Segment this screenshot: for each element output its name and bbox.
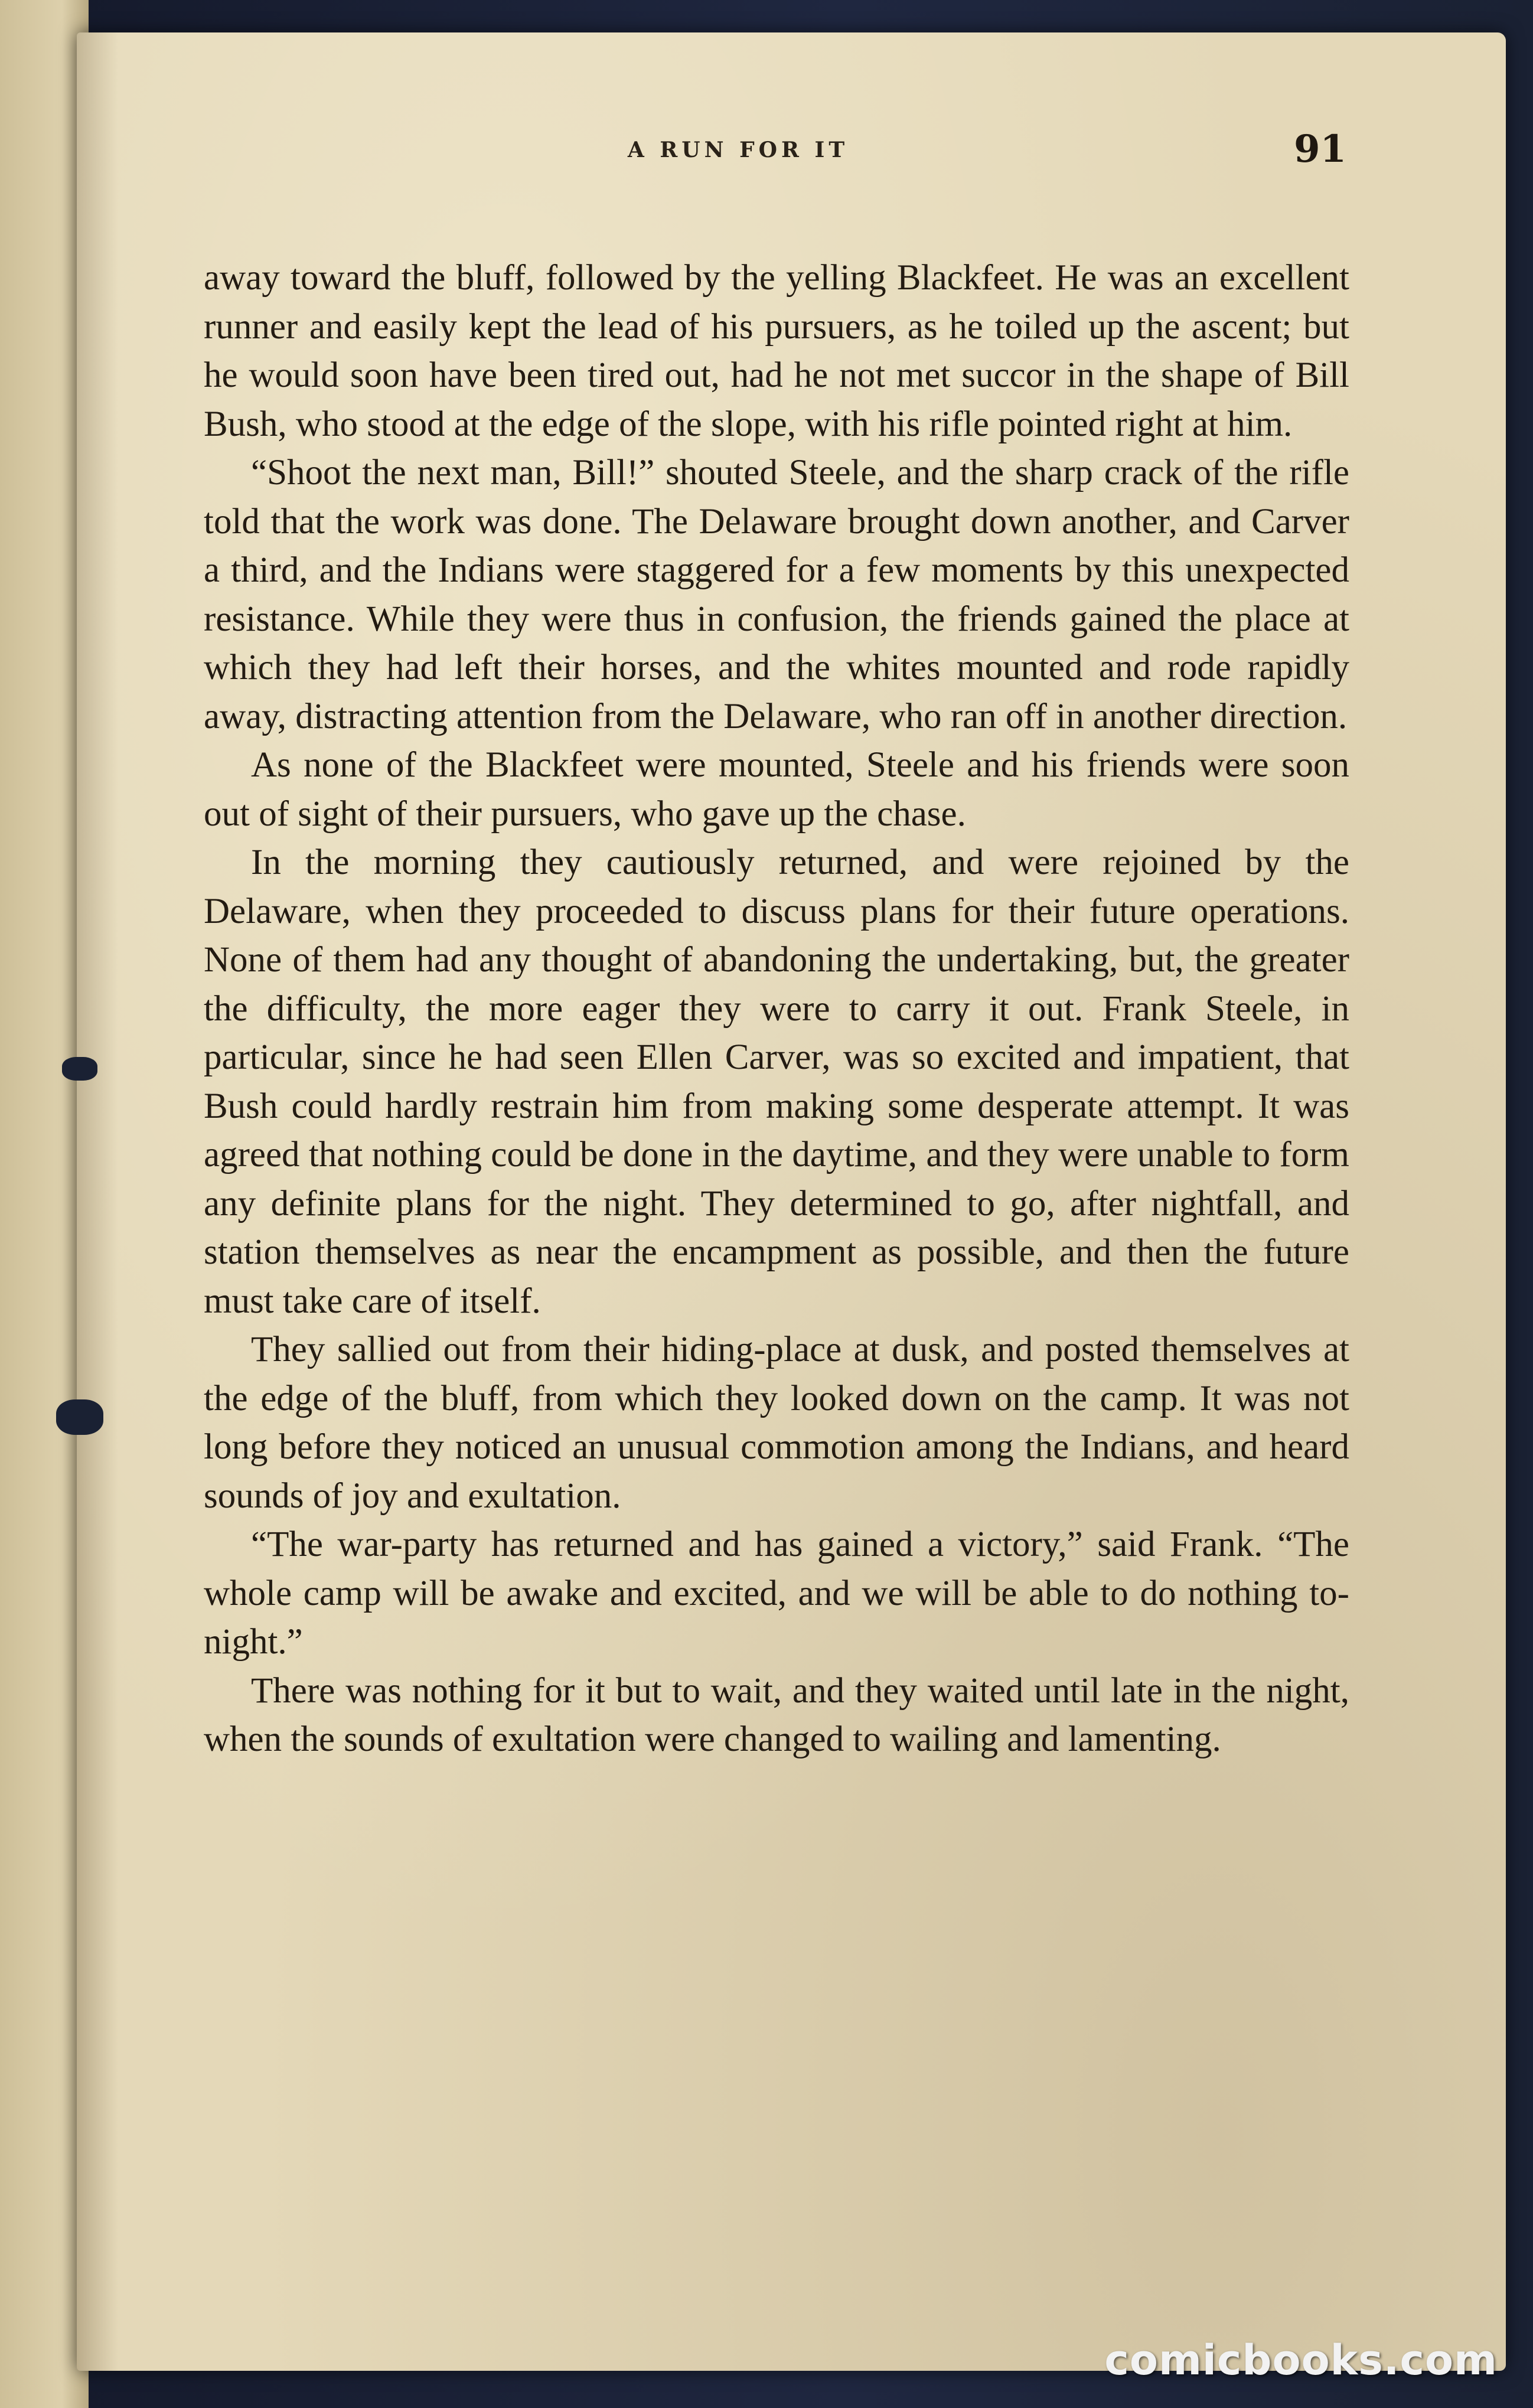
paragraph: In the morning they cautiously returned, and were rejoined by the Delaware, when they proceeded to discuss plans for their future operations. None of them had any thought of abandoning the undertaking, but, the greater the difficulty, the more eager they were to carry it out. Frank Steele, in particular, since he had seen Ellen Carver, was so excited and impatient, that Bush could hardly restrain him from making some desperate attempt. It was agreed that nothing could be done in the daytime, and they were unable to form any definite plans for the night. They determined to go, after nightfall, and station themselves as near the encampment as possible, and then the future must take care of itself. <box>204 843 1349 1321</box>
paragraph: As none of the Blackfeet were mounted, Steele and his friends were soon out of sight of their pursuers, who gave up the chase. <box>204 745 1349 834</box>
running-header <box>130 121 1346 186</box>
paragraph: away toward the bluff, followed by the yelling Blackfeet. He was an excellent runner and easily kept the lead of his pursuers, as he toiled up the ascent; but he would soon have been tired out, had he not met succor in the shape of Bill Bush, who stood at the edge of the slope, with his rifle pointed right at him. <box>204 258 1349 444</box>
running-head-title: A RUN FOR IT <box>627 138 849 162</box>
page-number: 91 <box>1293 127 1346 171</box>
paragraph: They sallied out from their hiding-place at dusk, and posted themselves at the edge of the bluff, from which they looked down on the camp. It was not long before they noticed an unusual commotion among the Indians, and heard sounds of joy and exultation. <box>204 1330 1349 1516</box>
body-text <box>204 254 1349 1764</box>
watermark: comicbooks.com <box>1104 2336 1498 2384</box>
page-tear <box>62 1057 97 1081</box>
previous-page-edge <box>0 0 89 2408</box>
paragraph: “The war-party has returned and has gained a victory,” said Frank. “The whole camp will be awake and excited, and we will be able to do nothing to-night.” <box>204 1525 1349 1662</box>
paragraph: “Shoot the next man, Bill!” shouted Steele, and the sharp crack of the rifle told that the work was done. The Delaware brought down another, and Carver a third, and the Indians were staggered for a few moments by this unexpected resistance. While they were thus in confusion, the friends gained the place at which they had left their horses, and the whites mounted and rode rapidly away, distracting attention from the Delaware, who ran off in another direction. <box>204 453 1349 736</box>
page-tear <box>56 1399 103 1435</box>
paragraph: There was nothing for it but to wait, and they waited until late in the night, when the sounds of exultation were changed to wailing and lamenting. <box>204 1670 1349 1759</box>
